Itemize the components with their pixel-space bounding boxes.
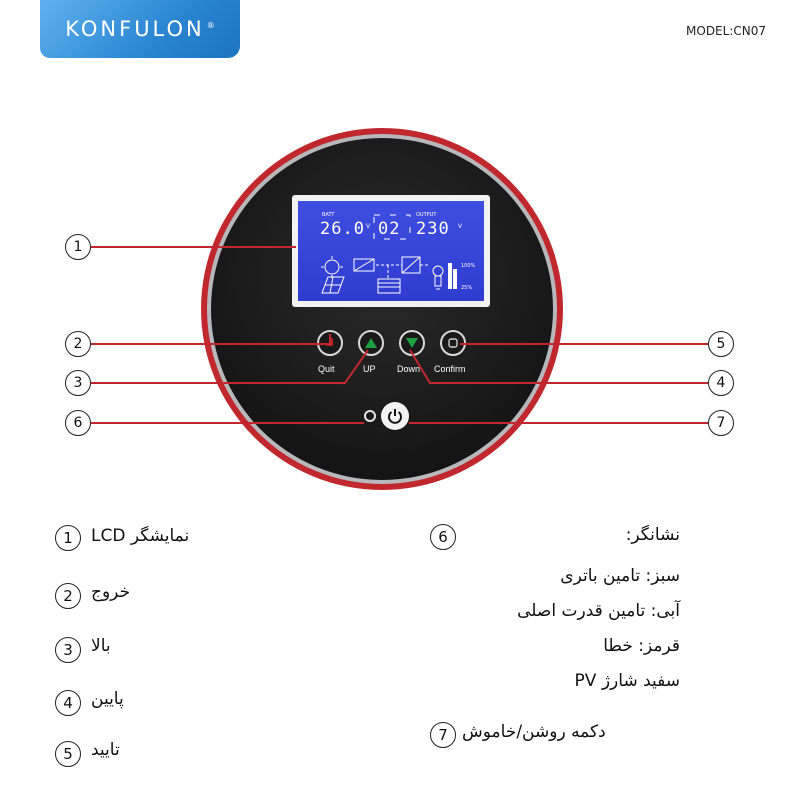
lcd-screen: [298, 201, 484, 301]
legend-item-4: [55, 687, 295, 719]
legend-indicator-white: سفید شارژ PV: [574, 671, 680, 691]
power-button[interactable]: [381, 402, 409, 430]
quit-label: Quit: [318, 364, 335, 374]
legend-item-3: [55, 634, 295, 666]
legend-indicator-title: نشانگر:: [625, 525, 680, 545]
grid-tower-icon: [354, 259, 374, 271]
legend-num-5: 5: [55, 741, 81, 767]
callout-1: 1: [65, 234, 91, 260]
legend-num-7: 7: [430, 722, 456, 748]
status-indicator-led: [364, 410, 376, 422]
up-button[interactable]: [358, 330, 384, 356]
sun-icon: [321, 256, 343, 278]
lcd-mode-value: 02: [378, 219, 401, 239]
legend-text-4: پایین: [91, 689, 124, 709]
brand-logo: [40, 0, 240, 58]
lcd-load-bottom: 25%: [461, 285, 473, 291]
battery-icon: [378, 279, 400, 293]
callout-6: 6: [65, 410, 91, 436]
legend-item-1: [55, 522, 295, 554]
callout-7: 7: [708, 410, 734, 436]
quit-icon: [323, 336, 337, 350]
legend-text-3: بالا: [91, 636, 111, 656]
legend-num-4: 4: [55, 690, 81, 716]
quit-button[interactable]: [317, 330, 343, 356]
legend-item-2: [55, 580, 295, 612]
confirm-label: Confirm: [434, 364, 466, 374]
confirm-button[interactable]: [440, 330, 466, 356]
lcd-output-value: 230: [416, 219, 450, 239]
legend-text-1: نمایشگر LCD: [91, 526, 190, 546]
model-label: MODEL:CN07: [686, 24, 766, 38]
callout-3: 3: [65, 370, 91, 396]
lcd-display: [292, 195, 490, 307]
legend-num-6: 6: [430, 524, 456, 550]
bulb-icon: [433, 266, 443, 289]
lcd-batt-label: BATT: [322, 212, 335, 218]
brand-name: KONFULON: [65, 17, 205, 41]
legend-text-2: خروج: [91, 582, 131, 602]
legend-indicator-blue: آبی: تامین قدرت اصلی: [517, 601, 680, 621]
solar-panel-icon: [322, 277, 344, 293]
legend-indicator-green: سبز: تامین باتری: [560, 566, 680, 586]
legend-num-3: 3: [55, 637, 81, 663]
down-label: Down: [397, 364, 421, 374]
legend-num-1: 1: [55, 525, 81, 551]
inverter-panel: [201, 128, 563, 490]
lcd-batt-unit: V: [366, 223, 371, 230]
legend-num-2: 2: [55, 583, 81, 609]
lcd-output-unit: V: [458, 223, 463, 230]
lcd-load-top: 100%: [461, 263, 476, 269]
lcd-batt-value: 26.0: [320, 219, 365, 239]
down-button[interactable]: [399, 330, 425, 356]
registered-mark: ®: [206, 20, 215, 30]
up-arrow-icon: [364, 336, 378, 350]
load-level-bars: [448, 263, 457, 289]
legend-power-text: دکمه روشن/خاموش: [462, 722, 606, 742]
up-label: UP: [363, 364, 376, 374]
lcd-flow-graphics: [298, 201, 484, 301]
down-arrow-icon: [405, 336, 419, 350]
power-icon: [386, 407, 404, 425]
confirm-icon: [446, 336, 460, 350]
legend-text-5: تایید: [91, 740, 120, 760]
lcd-output-label: OUTPUT: [416, 212, 437, 218]
callout-5: 5: [708, 331, 734, 357]
legend-item-5: [55, 738, 295, 770]
legend-indicator-red: قرمز: خطا: [603, 636, 680, 656]
callout-4: 4: [708, 370, 734, 396]
callout-2: 2: [65, 331, 91, 357]
